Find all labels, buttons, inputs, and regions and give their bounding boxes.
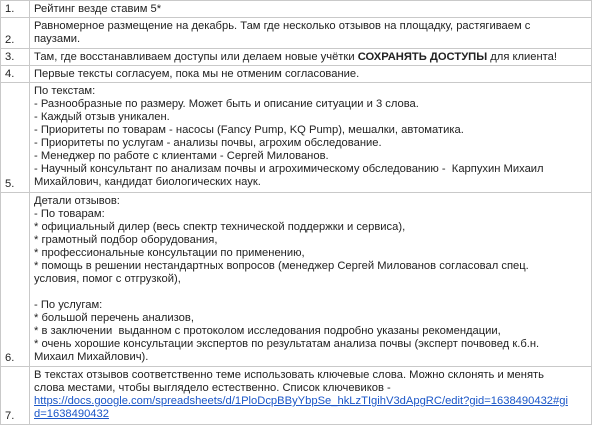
- instruction-line: Михаил Михайлович).: [34, 351, 149, 363]
- instruction-line: Детали отзывов:: [34, 195, 120, 207]
- instruction-cell[interactable]: [30, 1, 592, 18]
- instruction-line: * официальный дилер (весь спектр технической поддержки и сервиса),: [34, 221, 406, 233]
- instruction-line: * помощь в решении нестандартных вопросов (менеджер Сергей Милованов согласовал спец.: [34, 260, 529, 272]
- instruction-line: - Каждый отзыв уникален.: [34, 111, 170, 123]
- table-row: [1, 367, 592, 425]
- instruction-line: Михайлович, кандидат биологических наук.: [34, 176, 261, 188]
- table-row: [1, 83, 592, 193]
- table-row: [1, 18, 592, 49]
- instruction-line: - Научный консультант по анализам почвы и агрохимическому обследованию - Карпухин Михаил: [34, 163, 544, 175]
- save-access-emphasis: СОХРАНЯТЬ ДОСТУПЫ: [357, 51, 488, 63]
- keywords-spreadsheet-link[interactable]: [34, 395, 587, 421]
- instruction-line: Равномерное размещение на декабрь. Там где несколько отзывов на площадку, растягиваем с: [34, 20, 531, 32]
- instruction-line: * большой перечень анализов,: [34, 312, 194, 324]
- instruction-line: слова местами, чтобы выглядело естественно. Список ключевиков -: [34, 382, 391, 394]
- table-row: [1, 1, 592, 18]
- instruction-cell[interactable]: [30, 83, 592, 193]
- instruction-line: [34, 51, 587, 64]
- instruction-cell[interactable]: [30, 18, 592, 49]
- instruction-text: для клиента!: [487, 51, 558, 63]
- table-row: [1, 193, 592, 367]
- instruction-line: - Приоритеты по услугам - анализы почвы, агрохим обследование.: [34, 137, 382, 149]
- instruction-line: - Приоритеты по товарам - насосы (Fancy Pump, KQ Pump), мешалки, автоматика.: [34, 124, 464, 136]
- instruction-text: Там, где восстанавливаем доступы или делаем новые учётки: [34, 51, 358, 63]
- instruction-cell[interactable]: [30, 193, 592, 367]
- instruction-line: * в заключении выданном с протоколом исследования подробно указаны рекомендации,: [34, 325, 501, 337]
- row-number-cell[interactable]: 2.: [1, 18, 30, 49]
- instruction-line: В текстах отзывов соответственно теме использовать ключевые слова. Можно склонять и менять: [34, 369, 544, 381]
- instruction-line: По текстам:: [34, 85, 96, 97]
- instruction-line: условия, помог с отгрузкой),: [34, 273, 181, 285]
- instruction-line: * грамотный подбор оборудования,: [34, 234, 218, 246]
- instruction-line: паузами.: [34, 33, 81, 45]
- link-line: d=1638490432: [34, 408, 109, 420]
- row-number-cell[interactable]: 7.: [1, 367, 30, 425]
- instruction-cell[interactable]: [30, 49, 592, 66]
- row-number-cell[interactable]: 1.: [1, 1, 30, 18]
- table-row: [1, 49, 592, 66]
- instruction-line: - По товарам:: [34, 208, 105, 220]
- instruction-line: Рейтинг везде ставим 5*: [34, 3, 162, 15]
- instruction-line: - Менеджер по работе с клиентами - Сергей Милованов.: [34, 150, 329, 162]
- instruction-line: - По услугам:: [34, 299, 103, 311]
- row-number-cell[interactable]: 3.: [1, 49, 30, 66]
- table-row: [1, 66, 592, 83]
- instruction-line: - Разнообразные по размеру. Может быть и описание ситуации и 3 слова.: [34, 98, 419, 110]
- link-line: https://docs.google.com/spreadsheets/d/1PloDcpBByYbpSe_hkLzTIgihV3dApgRC/edit?gid=1638490432#gi: [34, 395, 568, 407]
- row-number-cell[interactable]: 6.: [1, 193, 30, 367]
- row-number-cell[interactable]: 4.: [1, 66, 30, 83]
- instruction-cell[interactable]: [30, 66, 592, 83]
- instruction-line: * профессиональные консультации по применению,: [34, 247, 305, 259]
- instruction-line: Первые тексты согласуем, пока мы не отменим согласование.: [34, 68, 360, 80]
- instruction-cell[interactable]: [30, 367, 592, 425]
- instruction-line: * очень хорошие консультации экспертов по результатам анализа почвы (эксперт почвовед к.б.н.: [34, 338, 540, 350]
- row-number-cell[interactable]: 5.: [1, 83, 30, 193]
- blank-line: [34, 286, 587, 299]
